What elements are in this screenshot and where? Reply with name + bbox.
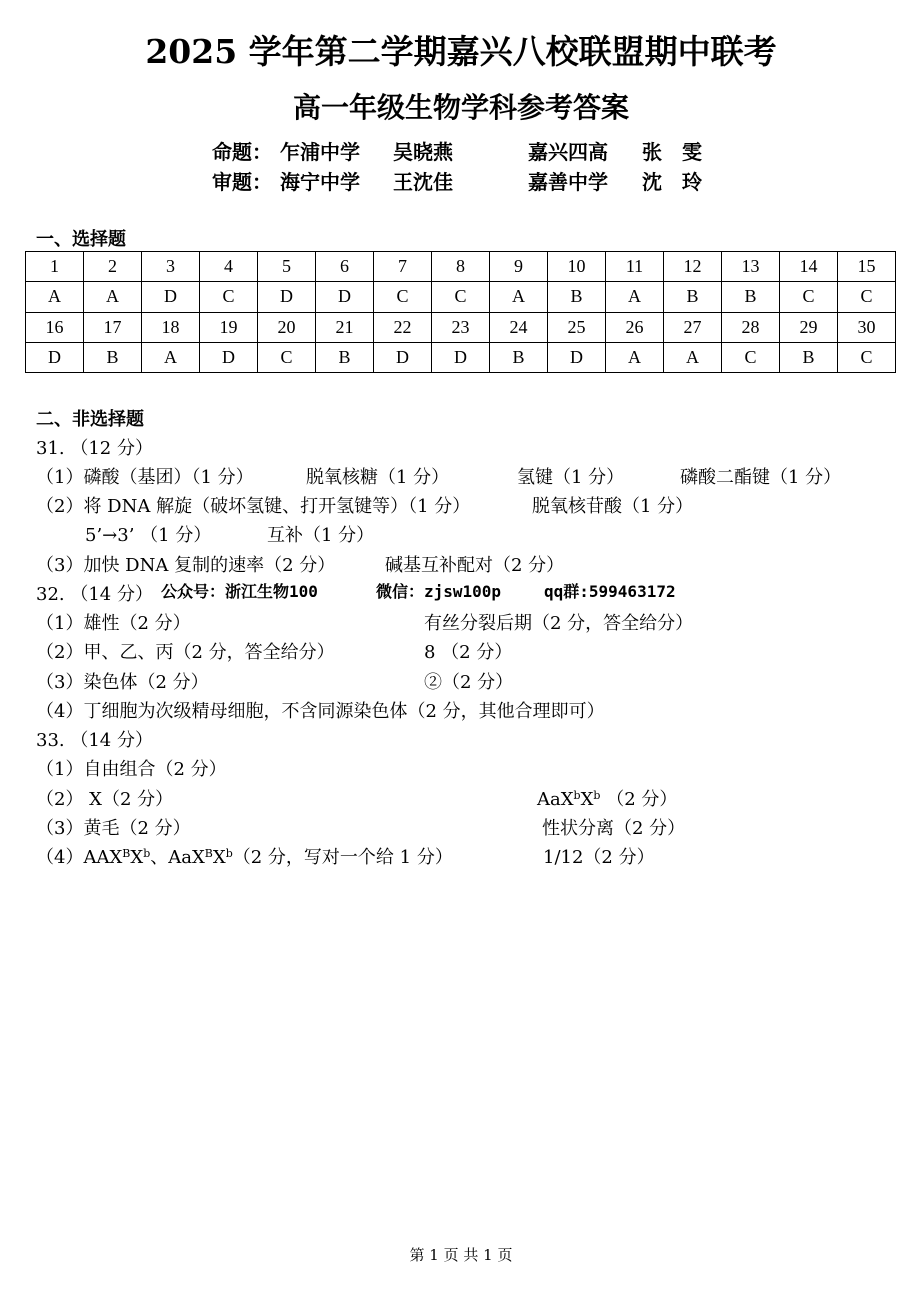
- credit-school: 嘉善中学: [528, 170, 608, 194]
- answer-cell: B: [316, 342, 374, 372]
- question-number: 1: [26, 252, 84, 282]
- answer-cell: A: [142, 342, 200, 372]
- table-row: [26, 342, 896, 372]
- genotype-answer: $(4)AAX^BX^b$、$AaX^BX^b(2$ 分，写对一个给 1 分）: [36, 847, 453, 868]
- question-number: 19: [200, 312, 258, 342]
- answer-cell: D: [200, 342, 258, 372]
- question-number: 28: [722, 312, 780, 342]
- question-number: 30: [838, 312, 896, 342]
- answer-cell: B: [664, 282, 722, 312]
- question-33-heading: 33. （14 分）: [36, 730, 153, 751]
- question-number: 26: [606, 312, 664, 342]
- answer-cell: C: [780, 282, 838, 312]
- table-row: [26, 282, 896, 312]
- answer-cell: A: [490, 282, 548, 312]
- question-number: 20: [258, 312, 316, 342]
- credit-school: 乍浦中学: [280, 140, 360, 164]
- question-number: 25: [548, 312, 606, 342]
- answer-cell: B: [84, 342, 142, 372]
- watermark-wechat: 微信：zjsw100p: [376, 582, 502, 601]
- table-row: [26, 312, 896, 342]
- question-number: 14: [780, 252, 838, 282]
- answer-cell: B: [490, 342, 548, 372]
- answer-cell: C: [374, 282, 432, 312]
- answer-cell: D: [142, 282, 200, 312]
- question-number: 10: [548, 252, 606, 282]
- question-number: 23: [432, 312, 490, 342]
- question-number: 13: [722, 252, 780, 282]
- answer-cell: A: [606, 342, 664, 372]
- credit-name: 沈 玲: [642, 170, 702, 194]
- question-number: 12: [664, 252, 722, 282]
- question-number: 16: [26, 312, 84, 342]
- credit-role-reviewer: 审题：: [212, 170, 272, 194]
- answer-line: （1）雄性（2 分）: [36, 613, 191, 634]
- page-footer: 第 1 页 共 1 页: [409, 1246, 513, 1264]
- answer-line: 氢键（1 分）: [517, 467, 625, 488]
- answer-line: （2）将 DNA 解旋（破坏氢键、打开氢键等）（1 分）: [36, 496, 471, 517]
- answer-line: 脱氧核糖（1 分）: [306, 467, 450, 488]
- answer-table: [25, 251, 896, 373]
- answer-cell: D: [258, 282, 316, 312]
- table-row: [26, 252, 896, 282]
- answer-cell: C: [838, 342, 896, 372]
- question-number: 29: [780, 312, 838, 342]
- answer-cell: A: [606, 282, 664, 312]
- answer-line: ②（2 分）: [424, 672, 514, 693]
- credit-name: 吴晓燕: [393, 140, 453, 164]
- answer-cell: A: [84, 282, 142, 312]
- answer-line: （3）染色体（2 分）: [36, 672, 209, 693]
- credit-name: 张 雯: [642, 140, 702, 164]
- answer-cell: D: [432, 342, 490, 372]
- question-number: 22: [374, 312, 432, 342]
- question-number: 11: [606, 252, 664, 282]
- answer-line: （1）磷酸（基团）（1 分）: [36, 467, 254, 488]
- answer-line: （3）黄毛（2 分）: [36, 818, 191, 839]
- credit-role-author: 命题：: [212, 140, 272, 164]
- answer-line: 碱基互补配对（2 分）: [385, 555, 565, 576]
- answer-cell: D: [26, 342, 84, 372]
- answer-cell: A: [26, 282, 84, 312]
- watermark-qq: qq群:599463172: [544, 582, 676, 601]
- answer-cell: C: [722, 342, 780, 372]
- answer-line: （1）自由组合（2 分）: [36, 759, 227, 780]
- section-choice-title: 一、选择题: [36, 229, 126, 250]
- credit-school: 海宁中学: [280, 170, 360, 194]
- page-title: 2025 学年第二学期嘉兴八校联盟期中联考: [145, 32, 777, 71]
- question-number: 7: [374, 252, 432, 282]
- answer-line: 有丝分裂后期（2 分，答全给分）: [424, 613, 694, 634]
- question-31-heading: 31. （12 分）: [36, 438, 153, 459]
- question-number: 6: [316, 252, 374, 282]
- answer-line: （4）丁细胞为次级精母细胞，不含同源染色体（2 分，其他合理即可）: [36, 701, 605, 722]
- section-open-title: 二、非选择题: [36, 409, 144, 430]
- answer-cell: C: [258, 342, 316, 372]
- page-subtitle: 高一年级生物学科参考答案: [292, 91, 629, 124]
- credit-school: 嘉兴四高: [528, 140, 608, 164]
- question-number: 2: [84, 252, 142, 282]
- question-number: 15: [838, 252, 896, 282]
- answer-cell: C: [432, 282, 490, 312]
- answer-cell: B: [780, 342, 838, 372]
- answer-cell: D: [374, 342, 432, 372]
- question-number: 27: [664, 312, 722, 342]
- answer-cell: D: [548, 342, 606, 372]
- answer-cell: B: [722, 282, 780, 312]
- answer-line: 脱氧核苷酸（1 分）: [532, 496, 694, 517]
- question-number: 8: [432, 252, 490, 282]
- answer-line: 1/12（2 分）: [543, 847, 655, 868]
- answer-cell: B: [548, 282, 606, 312]
- question-number: 5: [258, 252, 316, 282]
- answer-line: （2）甲、乙、丙（2 分，答全给分）: [36, 642, 335, 663]
- answer-line: （2） X（2 分）: [36, 789, 174, 810]
- answer-line: 5’→3’ （1 分）: [85, 525, 212, 546]
- credit-name: 王沈佳: [393, 170, 453, 194]
- answer-cell: C: [200, 282, 258, 312]
- answer-line: 互补（1 分）: [267, 525, 375, 546]
- answer-line: 性状分离（2 分）: [542, 818, 686, 839]
- watermark-account: 公众号：浙江生物100: [161, 582, 318, 601]
- answer-line: （3）加快 DNA 复制的速率（2 分）: [36, 555, 336, 576]
- question-32-heading: 32. （14 分）: [36, 584, 153, 605]
- question-number: 4: [200, 252, 258, 282]
- answer-cell: A: [664, 342, 722, 372]
- question-number: 18: [142, 312, 200, 342]
- question-number: 24: [490, 312, 548, 342]
- genotype-answer: $AaX^bX^b$ （2 分）: [537, 789, 678, 810]
- answer-cell: D: [316, 282, 374, 312]
- answer-line: 磷酸二酯键（1 分）: [680, 467, 842, 488]
- answer-line: 8 （2 分）: [424, 642, 513, 663]
- question-number: 21: [316, 312, 374, 342]
- question-number: 9: [490, 252, 548, 282]
- answer-cell: C: [838, 282, 896, 312]
- question-number: 3: [142, 252, 200, 282]
- question-number: 17: [84, 312, 142, 342]
